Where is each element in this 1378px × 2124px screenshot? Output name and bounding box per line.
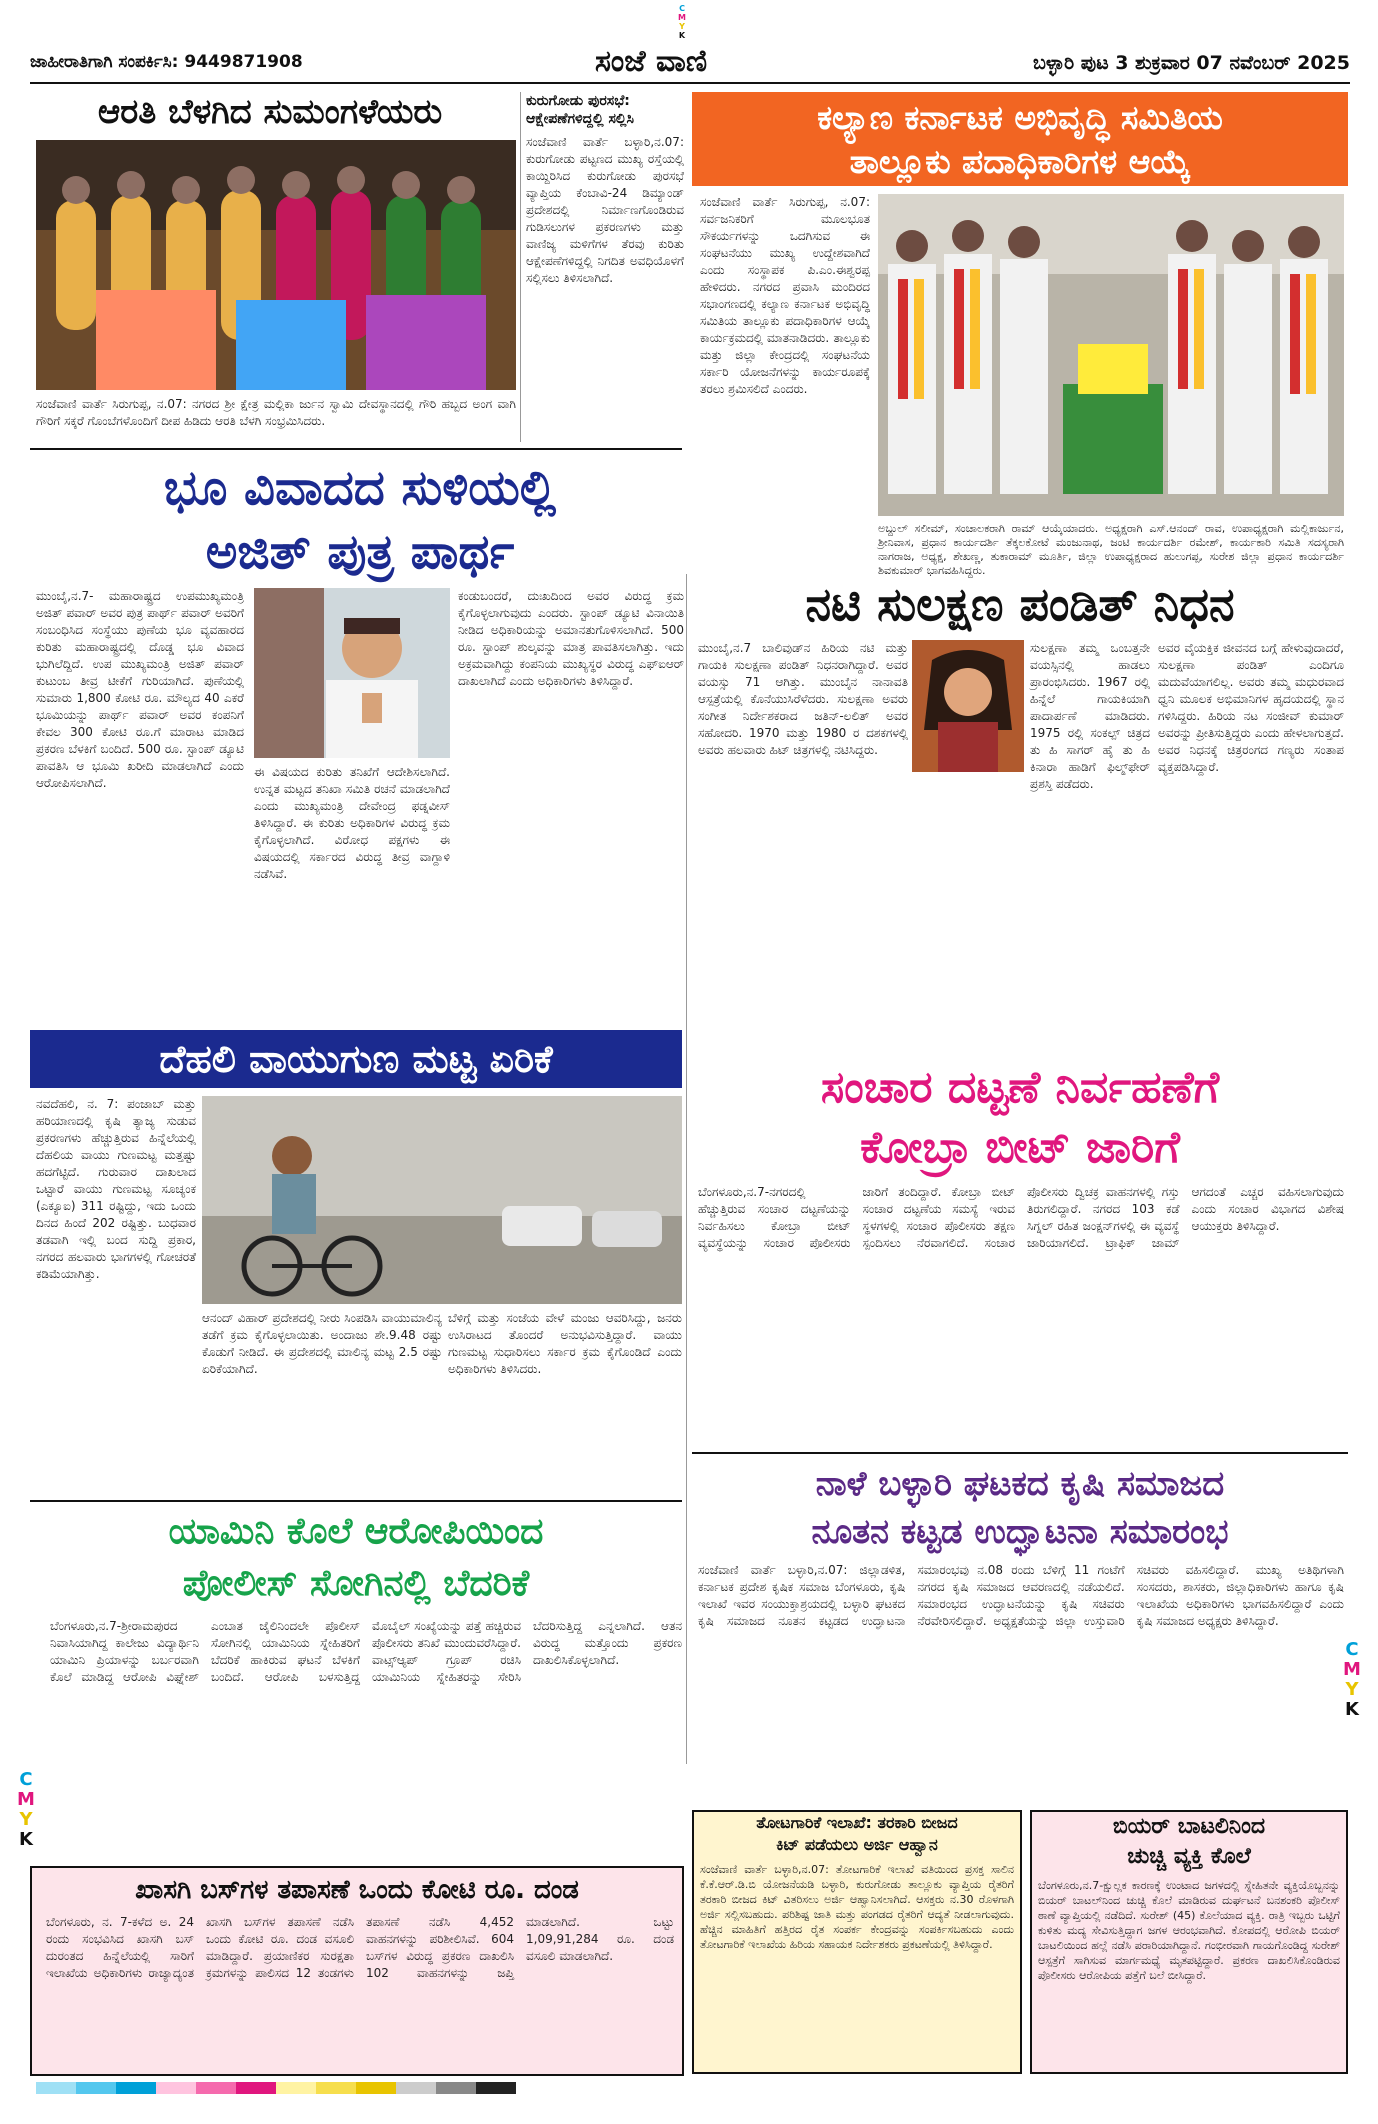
story7-headline: ದೆಹಲಿ ವಾಯುಗುಣ ಮಟ್ಟ ಏರಿಕೆ <box>30 1030 682 1088</box>
story3-headline-box <box>692 92 1348 186</box>
story5-photo <box>912 640 1024 772</box>
story5-col1: ಮುಂಬೈ,ನ.7 ಬಾಲಿವುಡ್‌ನ ಹಿರಿಯ ನಟಿ ಮತ್ತು ಗಾಯಕಿ ಸುಲಕ್ಷಣಾ ಪಂಡಿತ್ ನಿಧನರಾಗಿದ್ದಾರೆ. ಅವರ ವಯಸ್ಸು 71 ಆಗಿತ್ತು. ಮುಂಬೈನ ನಾನಾವತಿ ಆಸ್ಪತ್ರೆಯಲ್ಲಿ ಕೊನೆಯುಸಿರೆಳೆದರು. ಸುಲಕ್ಷಣಾ ಅವರು ಸಂಗೀತ ನಿರ್ದೇಶಕರಾದ ಜತಿನ್-ಲಲಿತ್ ಅವರ ಸಹೋದರಿ. 1970 ಮತ್ತು 1980 ರ ದಶಕಗಳಲ್ಲಿ ಅವರು ಹಲವಾರು ಹಿಟ್ ಚಿತ್ರಗಳಲ್ಲಿ ನಟಿಸಿದ್ದರು. <box>698 641 908 757</box>
masthead <box>30 44 1350 84</box>
story4-col3: ಕಂಡುಬಂದರೆ, ದುಃಖದಿಂದ ಅವರ ವಿರುದ್ಧ ಕ್ರಮ ಕೈಗೊಳ್ಳಲಾಗುವುದು ಎಂದರು. ಸ್ಟಾಂಪ್ ಡ್ಯೂಟಿ ವಿನಾಯಿತಿ ನೀಡಿದ ಅಧಿಕಾರಿಯನ್ನು ಅಮಾನತುಗೊಳಿಸಲಾಗಿದೆ. 500 ರೂ. ಸ್ಟಾಂಪ್ ಶುಲ್ಕವನ್ನು ಮಾತ್ರ ಪಾವತಿಸಲಾಗಿತ್ತು. ಇದು ಅಕ್ರಮವಾಗಿದ್ದು ಕಂಪನಿಯ ಮುಖ್ಯಸ್ಥರ ವಿರುದ್ಧ ಎಫ್‌ಐಆರ್ ದಾಖಲಾಗಿದೆ ಎಂದು ಅಧಿಕಾರಿಗಳು ತಿಳಿಸಿದ್ದಾರೆ. <box>458 589 684 688</box>
section-rule <box>30 1500 682 1502</box>
story6-headline <box>692 1058 1348 1178</box>
section-rule <box>30 448 682 450</box>
story12-body: ಬೆಂಗಳೂರು,ನ.7-ಕ್ಷುಲ್ಲಕ ಕಾರಣಕ್ಕೆ ಉಂಟಾದ ಜಗಳದಲ್ಲಿ ಸ್ನೇಹಿತನೇ ವ್ಯಕ್ತಿಯೊಬ್ಬನನ್ನು ಬಿಯರ್ ಬಾಟಲ್‌ನಿಂದ ಚುಚ್ಚಿ ಕೊಲೆ ಮಾಡಿರುವ ದುರ್ಘಟನೆ ಬನಶಂಕರಿ ಪೊಲೀಸ್ ಠಾಣೆ ವ್ಯಾಪ್ತಿಯಲ್ಲಿ ನಡೆದಿದೆ. ಸುರೇಶ್ (45) ಕೊಲೆಯಾದ ವ್ಯಕ್ತಿ. ರಾತ್ರಿ ಇಬ್ಬರು ಒಟ್ಟಿಗೆ ಕುಳಿತು ಮದ್ಯ ಸೇವಿಸುತ್ತಿದ್ದಾಗ ಜಗಳ ಆರಂಭವಾಗಿದೆ. ಕೋಪದಲ್ಲಿ ಆರೋಪಿ ಬಿಯರ್ ಬಾಟಲಿಯಿಂದ ಹಲ್ಲೆ ನಡೆಸಿ ಪರಾರಿಯಾಗಿದ್ದಾನೆ. ಗಂಭೀರವಾಗಿ ಗಾಯಗೊಂಡಿದ್ದ ಸುರೇಶ್ ಆಸ್ಪತ್ರೆಗೆ ಸಾಗಿಸುವ ಮಾರ್ಗಮಧ್ಯೆ ಮೃತಪಟ್ಟಿದ್ದಾರೆ. ಪ್ರಕರಣ ದಾಖಲಿಸಿಕೊಂಡಿರುವ ಪೊಲೀಸರು ಆರೋಪಿಯ ಪತ್ತೆಗೆ ಬಲೆ ಬೀಸಿದ್ದಾರೆ. <box>1038 1879 1340 1982</box>
story8-headline-line2: ನೂತನ ಕಟ್ಟಡ ಉದ್ಘಾಟನಾ ಸಮಾರಂಭ <box>811 1512 1229 1552</box>
story7-col1: ನವದೆಹಲಿ, ನ. 7: ಪಂಜಾಬ್ ಮತ್ತು ಹರಿಯಾಣದಲ್ಲಿ ಕೃಷಿ ತ್ಯಾಜ್ಯ ಸುಡುವ ಪ್ರಕರಣಗಳು ಹೆಚ್ಚುತ್ತಿರುವ ಹಿನ್ನೆಲೆಯಲ್ಲಿ ದೆಹಲಿಯ ವಾಯು ಗುಣಮಟ್ಟ ಮತ್ತಷ್ಟು ಹದಗೆಟ್ಟಿದೆ. ಗುರುವಾರ ದಾಖಲಾದ ಒಟ್ಟಾರೆ ವಾಯು ಗುಣಮಟ್ಟ ಸೂಚ್ಯಂಕ (ಎಕ್ಯೂಐ) 311 ರಷ್ಟಿದ್ದು, ಇದು ಒಂದು ದಿನದ ಹಿಂದೆ 202 ರಷ್ಟಿತ್ತು. ಬುಧವಾರ ತಡವಾಗಿ ಇಲ್ಲಿ ಬಂದ ಸುದ್ದಿ ಪ್ರಕಾರ, ನಗರದ ಹಲವಾರು ಭಾಗಗಳಲ್ಲಿ ಗೋಚರತೆ ಕಡಿಮೆಯಾಗಿತ್ತು. <box>36 1097 196 1281</box>
story4-headline <box>30 456 690 584</box>
story7-col3: ಬೆಳಿಗ್ಗೆ ಮತ್ತು ಸಂಜೆಯ ವೇಳೆ ಮಂಜು ಆವರಿಸಿದ್ದು, ಜನರು ಉಸಿರಾಟದ ತೊಂದರೆ ಅನುಭವಿಸುತ್ತಿದ್ದಾರೆ. ವಾಯು ಗುಣಮಟ್ಟ ಸುಧಾರಿಸಲು ಸರ್ಕಾರ ಕ್ರಮ ಕೈಗೊಂಡಿದೆ ಎಂದು ಅಧಿಕಾರಿಗಳು ತಿಳಿಸಿದರು. <box>448 1311 682 1376</box>
story1-caption: ಸಂಜೆವಾಣಿ ವಾರ್ತೆ ಸಿರುಗುಪ್ಪ, ನ.07: ನಗರದ ಶ್ರೀ ಕ್ಷೇತ್ರ ಮಲ್ಲಿಕಾ ರ್ಜುನ ಸ್ವಾಮಿ ದೇವಸ್ಥಾನದಲ್ಲಿ ಗೌರಿ ಹಬ್ಬದ ಅಂಗ ವಾಗಿ ಗೌರಿಗೆ ಸಕ್ಕರೆ ಗೊಂಬೆಗಳೊಂದಿಗೆ ದೀಪ ಹಿಡಿದು ಆರತಿ ಬೆಳಗಿ ಸಂಭ್ರಮಿಸಿದರು. <box>36 397 516 428</box>
story9-body: ಬೆಂಗಳೂರು,ನ.7-ಶ್ರೀರಾಮಪುರದ ನಿವಾಸಿಯಾಗಿದ್ದ ಕಾಲೇಜು ವಿದ್ಯಾರ್ಥಿನಿ ಯಾಮಿನಿ ಪ್ರಿಯಾಳನ್ನು ಬರ್ಬರವಾಗಿ ಕೊಲೆ ಮಾಡಿದ್ದ ಆರೋಪಿ ವಿಘ್ನೇಶ್ ಎಂಬಾತ ಜೈಲಿನಿಂದಲೇ ಪೊಲೀಸ್ ಸೋಗಿನಲ್ಲಿ ಯಾಮಿನಿಯ ಸ್ನೇಹಿತರಿಗೆ ಬೆದರಿಕೆ ಹಾಕಿರುವ ಘಟನೆ ಬೆಳಕಿಗೆ ಬಂದಿದೆ. ಆರೋಪಿ ಬಳಸುತ್ತಿದ್ದ ಮೊಬೈಲ್ ಸಂಖ್ಯೆಯನ್ನು ಪತ್ತೆ ಹಚ್ಚಿರುವ ಪೊಲೀಸರು ತನಿಖೆ ಮುಂದುವರೆಸಿದ್ದಾರೆ. ವಾಟ್ಸ್‌ಆ್ಯಪ್ ಗ್ರೂಪ್ ರಚಿಸಿ ಯಾಮಿನಿಯ ಸ್ನೇಹಿತರನ್ನು ಸೇರಿಸಿ ಬೆದರಿಸುತ್ತಿದ್ದ ಎನ್ನಲಾಗಿದೆ. ಆತನ ವಿರುದ್ಧ ಮತ್ತೊಂದು ಪ್ರಕರಣ ದಾಖಲಿಸಿಕೊಳ್ಳಲಾಗಿದೆ. <box>50 1619 682 1684</box>
story5-col2: ಸುಲಕ್ಷಣಾ ತಮ್ಮ ಒಂಬತ್ತನೇ ವಯಸ್ಸಿನಲ್ಲಿ ಹಾಡಲು ಪ್ರಾರಂಭಿಸಿದರು. 1967 ರಲ್ಲಿ ಹಿನ್ನೆಲೆ ಗಾಯಕಿಯಾಗಿ ಪಾದಾರ್ಪಣೆ ಮಾಡಿದರು. 1975 ರಲ್ಲಿ ಸಂಕಲ್ಪ್ ಚಿತ್ರದ ತು ಹಿ ಸಾಗರ್ ಹೈ ತು ಹಿ ಕಿನಾರಾ ಹಾಡಿಗೆ ಫಿಲ್ಮ್‌ಫೇರ್ ಪ್ರಶಸ್ತಿ ಪಡೆದರು. <box>1030 641 1150 791</box>
story5-headline: ನಟಿ ಸುಲಕ್ಷಣ ಪಂಡಿತ್ ನಿಧನ <box>805 577 1235 631</box>
story11-headline-line1: ತೋಟಗಾರಿಕೆ ಇಲಾಖೆ: ತರಕಾರಿ ಬೀಜದ <box>756 1813 958 1832</box>
story7-photo <box>202 1096 682 1304</box>
story4-col1: ಮುಂಬೈ,ನ.7- ಮಹಾರಾಷ್ಟ್ರದ ಉಪಮುಖ್ಯಮಂತ್ರಿ ಅಜಿತ್ ಪವಾರ್ ಅವರ ಪುತ್ರ ಪಾರ್ಥ್ ಪವಾರ್ ಅವರಿಗೆ ಸಂಬಂಧಿಸಿದ ಸಂಸ್ಥೆಯು ಪುಣೆಯ ಭೂ ವ್ಯವಹಾರದ ಕುರಿತು ಮಹಾರಾಷ್ಟ್ರದಲ್ಲಿ ದೊಡ್ಡ ಭೂ ವಿವಾದ ಭುಗಿಲೆದ್ದಿದೆ. ಉಪ ಮುಖ್ಯಮಂತ್ರಿ ಅಜಿತ್ ಪವಾರ್ ಕುಟುಂಬ ತೀವ್ರ ಟೀಕೆಗೆ ಗುರಿಯಾಗಿದೆ. ಪುಣೆಯಲ್ಲಿ ಸುಮಾರು 1,800 ಕೋಟಿ ರೂ. ಮೌಲ್ಯದ 40 ಎಕರೆ ಭೂಮಿಯನ್ನು ಪಾರ್ಥ್ ಪವಾರ್ ಅವರ ಕಂಪನಿಗೆ ಕೇವಲ 300 ಕೋಟಿ ರೂ.ಗೆ ಮಾರಾಟ ಮಾಡಿದ ಪ್ರಕರಣ ಬೆಳಕಿಗೆ ಬಂದಿದೆ. 500 ರೂ. ಸ್ಟಾಂಪ್ ಡ್ಯೂಟಿ ಪಾವತಿಸಿ ಆ ಭೂಮಿ ಖರೀದಿ ಮಾಡಲಾಗಿದೆ ಎಂದು ಆರೋಪಿಸಲಾಗಿದೆ. <box>36 589 244 790</box>
story3-headline-line2: ತಾಲ್ಲೂಕು ಪದಾಧಿಕಾರಿಗಳ ಆಯ್ಕೆ <box>849 142 1191 181</box>
story12-headline-line1: ಬಿಯರ್ ಬಾಟಲಿನಿಂದ <box>1112 1814 1266 1839</box>
registration-mark-right: C M Y K <box>1343 1639 1361 1720</box>
story8-headline <box>692 1460 1348 1556</box>
registration-mark-left: C M Y K <box>17 1769 35 1850</box>
story9-headline-line1: ಯಾಮಿನಿ ಕೊಲೆ ಆರೋಪಿಯಿಂದ <box>168 1511 544 1552</box>
story9-headline <box>30 1506 682 1610</box>
story8-body: ಸಂಜೆವಾಣಿ ವಾರ್ತೆ ಬಳ್ಳಾರಿ,ನ.07: ಜಿಲ್ಲಾಡಳಿತ, ಕರ್ನಾಟಕ ಪ್ರದೇಶ ಕೃಷಿಕ ಸಮಾಜ ಬೆಂಗಳೂರು, ಕೃಷಿ ಇಲಾಖೆ ಇವರ ಸಂಯುಕ್ತಾಶ್ರಯದಲ್ಲಿ ಬಳ್ಳಾರಿ ಘಟಕದ ಕೃಷಿ ಸಮಾಜದ ನೂತನ ಕಟ್ಟಡದ ಉದ್ಘಾಟನಾ ಸಮಾರಂಭವು ನ.08 ರಂದು ಬೆಳಿಗ್ಗೆ 11 ಗಂಟೆಗೆ ನಗರದ ಕೃಷಿ ಸಮಾಜದ ಆವರಣದಲ್ಲಿ ನಡೆಯಲಿದೆ. ಸಮಾರಂಭದ ಉದ್ಘಾಟನೆಯನ್ನು ಕೃಷಿ ಸಚಿವರು ನೆರವೇರಿಸಲಿದ್ದಾರೆ. ಅಧ್ಯಕ್ಷತೆಯನ್ನು ಜಿಲ್ಲಾ ಉಸ್ತುವಾರಿ ಸಚಿವರು ವಹಿಸಲಿದ್ದಾರೆ. ಮುಖ್ಯ ಅತಿಥಿಗಳಾಗಿ ಸಂಸದರು, ಶಾಸಕರು, ಜಿಲ್ಲಾಧಿಕಾರಿಗಳು ಹಾಗೂ ಕೃಷಿ ಇಲಾಖೆಯ ಅಧಿಕಾರಿಗಳು ಭಾಗವಹಿಸಲಿದ್ದಾರೆ ಎಂದು ಕೃಷಿ ಸಮಾಜದ ಅಧ್ಯಕ್ಷರು ತಿಳಿಸಿದ್ದಾರೆ. <box>698 1563 1344 1628</box>
story4-col2: ಈ ವಿಷಯದ ಕುರಿತು ತನಿಖೆಗೆ ಆದೇಶಿಸಲಾಗಿದೆ. ಉನ್ನತ ಮಟ್ಟದ ತನಿಖಾ ಸಮಿತಿ ರಚನೆ ಮಾಡಲಾಗಿದೆ ಎಂದು ಮುಖ್ಯಮಂತ್ರಿ ದೇವೇಂದ್ರ ಫಡ್ನವೀಸ್ ತಿಳಿಸಿದ್ದಾರೆ. ಈ ಕುರಿತು ಅಧಿಕಾರಿಗಳ ವಿರುದ್ಧ ಕ್ರಮ ಕೈಗೊಳ್ಳಲಾಗಿದೆ. ವಿರೋಧ ಪಕ್ಷಗಳು ಈ ವಿಷಯದಲ್ಲಿ ಸರ್ಕಾರದ ವಿರುದ್ಧ ತೀವ್ರ ವಾಗ್ದಾಳಿ ನಡೆಸಿವೆ. <box>254 765 450 881</box>
story10-body: ಬೆಂಗಳೂರು, ನ. 7-ಕಳೆದ ಅ. 24 ರಂದು ಸಂಭವಿಸಿದ ಖಾಸಗಿ ಬಸ್ ದುರಂತದ ಹಿನ್ನೆಲೆಯಲ್ಲಿ ಸಾರಿಗೆ ಇಲಾಖೆಯ ಅಧಿಕಾರಿಗಳು ರಾಜ್ಯಾದ್ಯಂತ ಖಾಸಗಿ ಬಸ್‌ಗಳ ತಪಾಸಣೆ ನಡೆಸಿ ಒಂದು ಕೋಟಿ ರೂ. ದಂಡ ವಸೂಲಿ ಮಾಡಿದ್ದಾರೆ. ಪ್ರಯಾಣಿಕರ ಸುರಕ್ಷತಾ ಕ್ರಮಗಳನ್ನು ಪಾಲಿಸದ 12 ತಂಡಗಳು ತಪಾಸಣೆ ನಡೆಸಿ 4,452 ವಾಹನಗಳನ್ನು ಪರಿಶೀಲಿಸಿವೆ. 604 ಬಸ್‌ಗಳ ವಿರುದ್ಧ ಪ್ರಕರಣ ದಾಖಲಿಸಿ 102 ವಾಹನಗಳನ್ನು ಜಪ್ತಿ ಮಾಡಲಾಗಿದೆ. ಒಟ್ಟು 1,09,91,284 ರೂ. ದಂಡ ವಸೂಲಿ ಮಾಡಲಾಗಿದೆ. <box>46 1915 674 1980</box>
story5-col3: ಅವರ ವೈಯಕ್ತಿಕ ಜೀವನದ ಬಗ್ಗೆ ಹೇಳುವುದಾದರೆ, ಸುಲಕ್ಷಣಾ ಪಂಡಿತ್ ಎಂದಿಗೂ ಮದುವೆಯಾಗಲಿಲ್ಲ. ಅವರು ತಮ್ಮ ಮಧುರವಾದ ಧ್ವನಿ ಮೂಲಕ ಅಭಿಮಾನಿಗಳ ಹೃದಯದಲ್ಲಿ ಸ್ಥಾನ ಗಳಿಸಿದ್ದರು. ಹಿರಿಯ ನಟ ಸಂಜೀವ್ ಕುಮಾರ್ ಅವರನ್ನು ಪ್ರೀತಿಸುತ್ತಿದ್ದರು ಎಂದು ಹೇಳಲಾಗುತ್ತದೆ. ಅವರ ನಿಧನಕ್ಕೆ ಚಿತ್ರರಂಗದ ಗಣ್ಯರು ಸಂತಾಪ ವ್ಯಕ್ತಪಡಿಸಿದ್ದಾರೆ. <box>1158 641 1344 774</box>
registration-mark-top: C M Y K <box>678 4 686 40</box>
story4-headline-line2: ಅಜಿತ್ ಪುತ್ರ ಪಾರ್ಥ <box>205 524 515 580</box>
column-rule <box>520 92 521 442</box>
story3-photo <box>878 194 1344 516</box>
story9-headline-line2: ಪೋಲೀಸ್ ಸೋಗಿನಲ್ಲಿ ಬೆದರಿಕೆ <box>182 1563 530 1604</box>
story4-headline-line1: ಭೂ ವಿವಾದದ ಸುಳಿಯಲ್ಲಿ <box>163 460 557 516</box>
story1-photo <box>36 140 516 390</box>
paper-name: ಸಂಜೆ ವಾಣಿ <box>595 44 708 79</box>
story6-headline-line2: ಕೋಬ್ರಾ ಬೀಟ್ ಜಾರಿಗೆ <box>860 1122 1180 1173</box>
story11-body: ಸಂಜೆವಾಣಿ ವಾರ್ತೆ ಬಳ್ಳಾರಿ,ನ.07: ತೋಟಗಾರಿಕೆ ಇಲಾಖೆ ವತಿಯಿಂದ ಪ್ರಸಕ್ತ ಸಾಲಿನ ಕೆ.ಕೆ.ಆರ್.ಡಿ.ಬಿ ಯೋಜನೆಯಡಿ ಬಳ್ಳಾರಿ, ಕುರುಗೋಡು ತಾಲ್ಲೂಕು ವ್ಯಾಪ್ತಿಯ ರೈತರಿಗೆ ತರಕಾರಿ ಬೀಜದ ಕಿಟ್ ವಿತರಿಸಲು ಅರ್ಜಿ ಆಹ್ವಾನಿಸಲಾಗಿದೆ. ಆಸಕ್ತರು ನ.30 ರೊಳಗಾಗಿ ಅರ್ಜಿ ಸಲ್ಲಿಸಬಹುದು. ಪರಿಶಿಷ್ಟ ಜಾತಿ ಮತ್ತು ಪಂಗಡದ ರೈತರಿಗೆ ಆದ್ಯತೆ ನೀಡಲಾಗುವುದು. ಹೆಚ್ಚಿನ ಮಾಹಿತಿಗೆ ಹತ್ತಿರದ ರೈತ ಸಂಪರ್ಕ ಕೇಂದ್ರವನ್ನು ಸಂಪರ್ಕಿಸಬಹುದು ಎಂದು ತೋಟಗಾರಿಕೆ ಇಲಾಖೆಯ ಹಿರಿಯ ಸಹಾಯಕ ನಿರ್ದೇಶಕರು ಪ್ರಕಟಣೆಯಲ್ಲಿ ತಿಳಿಸಿದ್ದಾರೆ. <box>700 1863 1014 1951</box>
story1-headline: ಆರತಿ ಬೆಳಗಿದ ಸುಮಂಗಳೆಯರು <box>97 92 443 132</box>
story6-body: ಬೆಂಗಳೂರು,ನ.7-ನಗರದಲ್ಲಿ ಹೆಚ್ಚುತ್ತಿರುವ ಸಂಚಾರ ದಟ್ಟಣೆಯನ್ನು ನಿರ್ವಹಿಸಲು ಕೋಬ್ರಾ ಬೀಟ್ ವ್ಯವಸ್ಥೆಯನ್ನು ಸಂಚಾರ ಪೊಲೀಸರು ಜಾರಿಗೆ ತಂದಿದ್ದಾರೆ. ಕೋಬ್ರಾ ಬೀಟ್ ಸಂಚಾರ ದಟ್ಟಣೆಯ ಸಮಸ್ಯೆ ಇರುವ ಸ್ಥಳಗಳಲ್ಲಿ ಸಂಚಾರ ಪೊಲೀಸರು ತಕ್ಷಣ ಸ್ಪಂದಿಸಲು ನೆರವಾಗಲಿದೆ. ಸಂಚಾರ ಪೊಲೀಸರು ದ್ವಿಚಕ್ರ ವಾಹನಗಳಲ್ಲಿ ಗಸ್ತು ತಿರುಗಲಿದ್ದಾರೆ. ನಗರದ 103 ಕಡೆ ಸಿಗ್ನಲ್ ರಹಿತ ಜಂಕ್ಷನ್‌ಗಳಲ್ಲಿ ಈ ವ್ಯವಸ್ಥೆ ಜಾರಿಯಾಗಲಿದೆ. ಟ್ರಾಫಿಕ್ ಜಾಮ್ ಆಗದಂತೆ ಎಚ್ಚರ ವಹಿಸಲಾಗುವುದು ಎಂದು ಸಂಚಾರ ವಿಭಾಗದ ವಿಶೇಷ ಆಯುಕ್ತರು ತಿಳಿಸಿದ್ದಾರೆ. <box>698 1185 1344 1250</box>
story6-headline-line1: ಸಂಚಾರ ದಟ್ಟಣೆ ನಿರ್ವಹಣೆಗೆ <box>820 1062 1220 1113</box>
story3-body2: ಅಬ್ದುಲ್ ಸಲೀಮ್, ಸಂಚಾಲಕರಾಗಿ ರಾಮ್ ಆಯ್ಕೆಯಾದರು. ಅಧ್ಯಕ್ಷರಾಗಿ ಎಸ್.ಆನಂದ್ ರಾವ, ಉಪಾಧ್ಯಕ್ಷರಾಗಿ ಮಲ್ಲಿಕಾರ್ಜುನ, ಶ್ರೀನಿವಾಸ, ಪ್ರಧಾನ ಕಾರ್ಯದರ್ಶಿ ತೆಕ್ಕಲಕೋಟೆ ಮಂಜುನಾಥ, ಜಂಟಿ ಕಾರ್ಯದರ್ಶಿ ರಮೇಶ್, ಕಾರ್ಯಕಾರಿ ಸಮಿತಿ ಸದಸ್ಯರಾಗಿ ನಾಗರಾಜ, ಅಧ್ಯಕ್ಷ, ಶೇಖಣ್ಣ, ತುಕಾರಾಮ್ ಮೂರ್ತಿ, ಜಿಲ್ಲಾ ಉಪಾಧ್ಯಕ್ಷರಾದ ಹುಲುಗಪ್ಪ, ಸುರೇಶ ಜಿಲ್ಲಾ ಪ್ರಧಾನ ಕಾರ್ಯದರ್ಶಿ ಶಿವಕುಮಾರ್ ಭಾಗವಹಿಸಿದ್ದರು. <box>878 522 1344 577</box>
story2-headline: ಕುರುಗೋಡು ಪುರಸಭೆ: ಆಕ್ಷೇಪಣೆಗಳಿದ್ದಲ್ಲಿ ಸಲ್ಲಿಸಿ <box>526 93 634 127</box>
story4-photo <box>254 588 450 758</box>
column-rule <box>686 574 687 1764</box>
story11-headline <box>696 1812 1018 1856</box>
section-rule <box>692 1452 1348 1454</box>
story7-col2: ಆನಂದ್ ವಿಹಾರ್ ಪ್ರದೇಶದಲ್ಲಿ ನೀರು ಸಿಂಪಡಿಸಿ ವಾಯುಮಾಲಿನ್ಯ ತಡೆಗೆ ಕ್ರಮ ಕೈಗೊಳ್ಳಲಾಯಿತು. ಅಂದಾಜು ಶೇ.9.48 ರಷ್ಟು ಕೊಡುಗೆ ನೀಡಿದೆ. ಈ ಪ್ರದೇಶದಲ್ಲಿ ಮಾಲಿನ್ಯ ಮಟ್ಟ 2.5 ರಷ್ಟು ಏರಿಕೆಯಾಗಿದೆ. <box>202 1311 442 1376</box>
story3-headline-line1: ಕಲ್ಯಾಣ ಕರ್ನಾಟಕ ಅಭಿವೃದ್ಧಿ ಸಮಿತಿಯ <box>817 98 1223 137</box>
story12-headline-line2: ಚುಚ್ಚಿ ವ್ಯಕ್ತಿ ಕೊಲೆ <box>1127 1844 1251 1869</box>
story11-headline-line2: ಕಿಟ್ ಪಡೆಯಲು ಅರ್ಜಿ ಆಹ್ವಾನ <box>776 1835 938 1854</box>
story2-body: ಸಂಜೆವಾಣಿ ವಾರ್ತೆ ಬಳ್ಳಾರಿ,ನ.07: ಕುರುಗೋಡು ಪಟ್ಟಣದ ಮುಖ್ಯ ರಸ್ತೆಯಲ್ಲಿ ಕಾಯ್ದಿರಿಸಿದ ಕುರುಗೋಡು ಪುರಸಭೆ ವ್ಯಾಪ್ತಿಯ ಕೆಂಬಾವಿ-24 ಡಿಮ್ಯಾಂಡ್ ಪ್ರದೇಶದಲ್ಲಿ ನಿರ್ಮಾಣಗೊಂಡಿರುವ ಗುಡಿಸಲುಗಳ ಪ್ರಕರಣಗಳು ಮತ್ತು ವಾಣಿಜ್ಯ ಮಳಿಗೆಗಳ ತೆರವು ಕುರಿತು ಆಕ್ಷೇಪಣೆಗಳಿದ್ದಲ್ಲಿ ನಿಗದಿತ ಅವಧಿಯೊಳಗೆ ಸಲ್ಲಿಸಲು ತಿಳಿಸಲಾಗಿದೆ. <box>526 135 684 285</box>
dateline: ಬಳ್ಳಾರಿ ಪುಟ 3 ಶುಕ್ರವಾರ 07 ನವೆಂಬರ್ 2025 <box>1033 52 1350 74</box>
story12-headline <box>1034 1812 1344 1872</box>
ad-contact: ಜಾಹೀರಾತಿಗಾಗಿ ಸಂಪರ್ಕಿಸಿ: 9449871908 <box>30 52 303 72</box>
story8-headline-line1: ನಾಳೆ ಬಳ್ಳಾರಿ ಘಟಕದ ಕೃಷಿ ಸಮಾಜದ <box>815 1464 1225 1504</box>
color-calibration-strip <box>36 2082 636 2094</box>
story3-body: ಸಂಜೆವಾಣಿ ವಾರ್ತೆ ಸಿರುಗುಪ್ಪ, ನ.07: ಸರ್ವಜನಿಕರಿಗೆ ಮೂಲಭೂತ ಸೌಕರ್ಯಗಳನ್ನು ಒದಗಿಸುವ ಈ ಸಂಘಟನೆಯು ಮುಖ್ಯ ಉದ್ದೇಶವಾಗಿದೆ ಎಂದು ಸಂಸ್ಥಾಪಕ ಪಿ.ಎಂ.ಈಶ್ವರಪ್ಪ ಹೇಳಿದರು. ನಗರದ ಪ್ರವಾಸಿ ಮಂದಿರದ ಸಭಾಂಗಣದಲ್ಲಿ ಕಲ್ಯಾಣ ಕರ್ನಾಟಕ ಅಭಿವೃದ್ಧಿ ಸಮಿತಿಯ ತಾಲ್ಲೂಕು ಪದಾಧಿಕಾರಿಗಳ ಆಯ್ಕೆ ಕಾರ್ಯಕ್ರಮದಲ್ಲಿ ಮಾತನಾಡಿದರು. ತಾಲ್ಲೂಕು ಮತ್ತು ಜಿಲ್ಲಾ ಕೇಂದ್ರದಲ್ಲಿ ಸಂಘಟನೆಯ ಸರ್ಕಾರಿ ಯೋಜನೆಗಳನ್ನು ಕಾರ್ಯರೂಪಕ್ಕೆ ತರಲು ಶ್ರಮಿಸಲಿದೆ ಎಂದರು. <box>700 195 870 396</box>
story10-headline: ಖಾಸಗಿ ಬಸ್‌ಗಳ ತಪಾಸಣೆ ಒಂದು ಕೋಟಿ ರೂ. ದಂಡ <box>135 1875 579 1905</box>
